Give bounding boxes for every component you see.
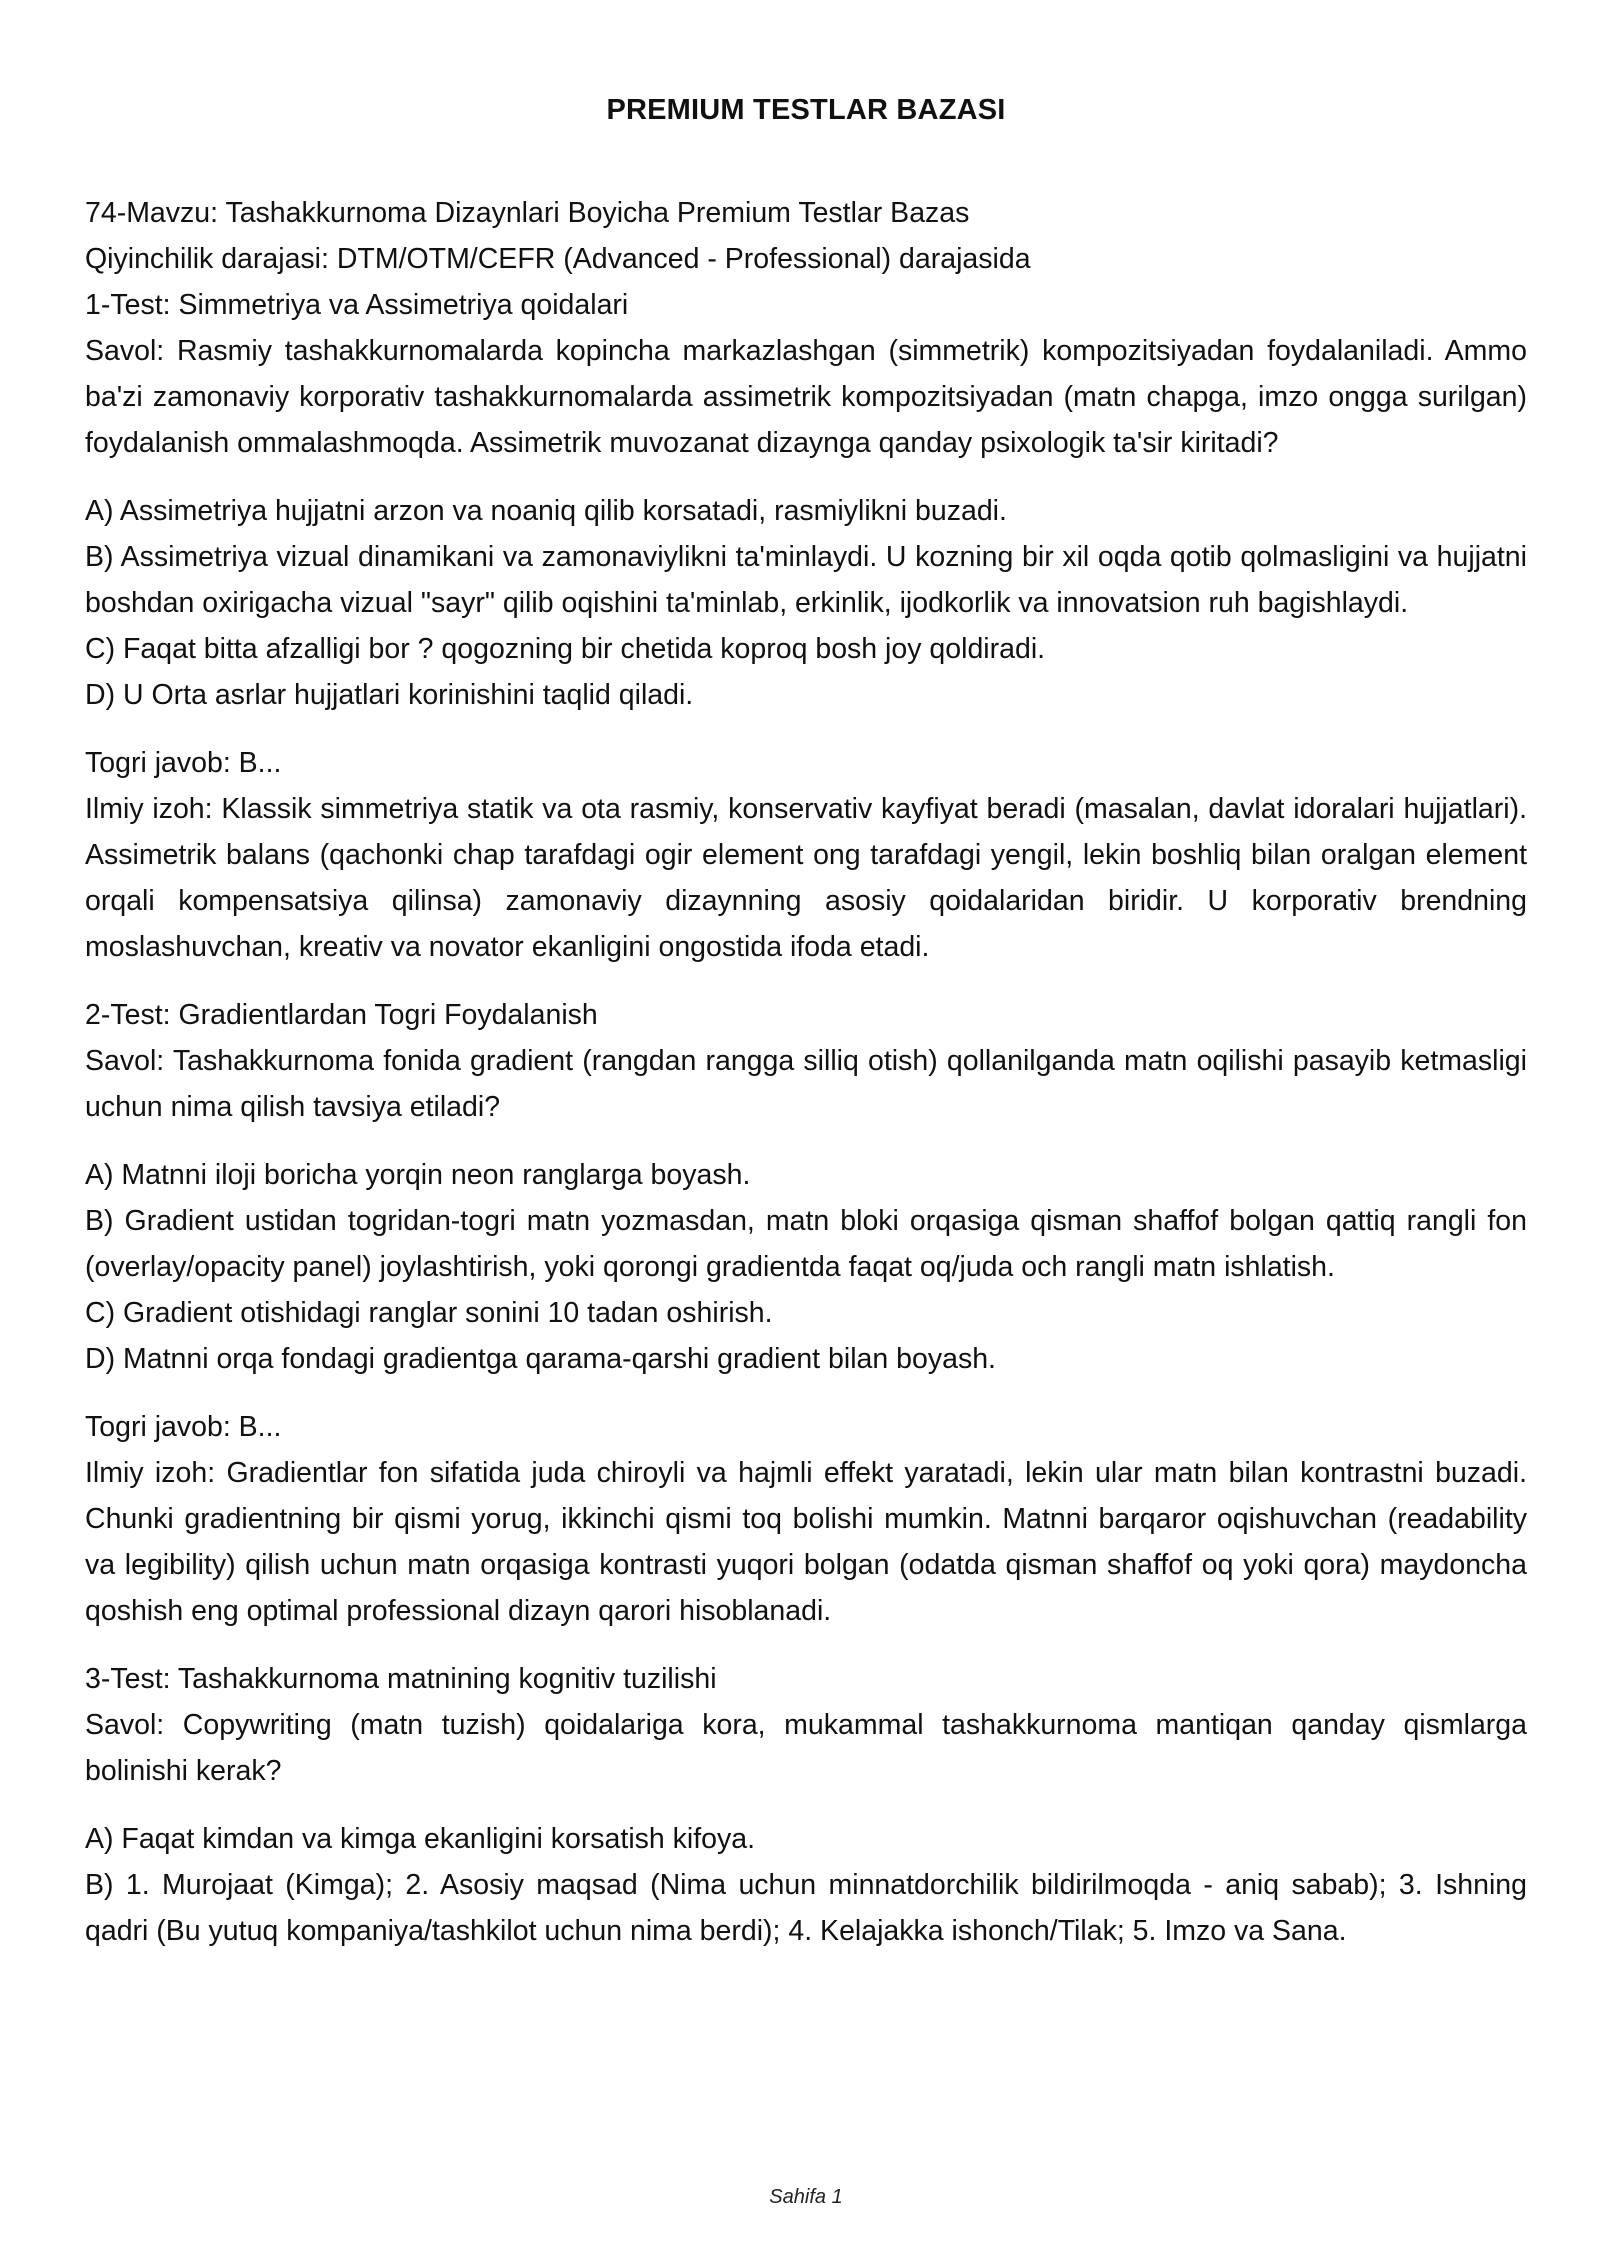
test-1-answer xyxy=(85,740,1527,970)
test-question: Savol: Copywriting (matn tuzish) qoidalariga kora, mukammal tashakkurnoma mantiqan qanday qismlarga bolinishi kerak? xyxy=(85,1709,1527,1787)
page-number: Sahifa 1 xyxy=(769,2186,843,2208)
option-b: B) 1. Murojaat (Kimga); 2. Asosiy maqsad (Nima uchun minnatdorchilik bildirilmoqda - aniq sabab); 3. Ishning qadri (Bu yutuq kompaniya/tashkilot uchun nima berdi); 4. Kelajakka ishonch/Tilak; 5. Imzo va Sana. xyxy=(85,1869,1527,1947)
option-b: B) Gradient ustidan togridan-togri matn yozmasdan, matn bloki orqasiga qisman shaffof bolgan qattiq rangli fon (overlay/opacity panel) joylashtirish, yoki qorongi gradientda faqat oq/juda och rangli matn ishlatish. xyxy=(85,1205,1527,1283)
option-c: C) Gradient otishidagi ranglar sonini 10 tadan oshirish. xyxy=(85,1297,773,1329)
difficulty-line: Qiyinchilik darajasi: DTM/OTM/CEFR (Advanced - Professional) darajasida xyxy=(85,243,1031,275)
test-heading: 2-Test: Gradientlardan Togri Foydalanish xyxy=(85,999,598,1031)
test-2-options xyxy=(85,1152,1527,1382)
option-d: D) Matnni orqa fondagi gradientga qarama-qarshi gradient bilan boyash. xyxy=(85,1343,996,1375)
test-1 xyxy=(85,282,1527,466)
test-heading: 3-Test: Tashakkurnoma matnining kognitiv tuzilishi xyxy=(85,1663,717,1695)
option-a: A) Assimetriya hujjatni arzon va noaniq qilib korsatadi, rasmiylikni buzadi. xyxy=(85,495,1007,527)
test-question: Savol: Rasmiy tashakkurnomalarda kopincha markazlashgan (simmetrik) kompozitsiyadan foydalaniladi. Ammo ba'zi zamonaviy korporativ tashakkurnomalarda assimetrik kompozitsiyadan (matn chapga, imzo ongga surilgan) foydalanish ommalashmoqda. Assimetrik muvozanat dizaynga qanday psixologik ta'sir kiritadi? xyxy=(85,335,1527,459)
topic-line: 74-Mavzu: Tashakkurnoma Dizaynlari Boyicha Premium Testlar Bazas xyxy=(85,197,970,229)
correct-answer: Togri javob: B... xyxy=(85,747,282,779)
document-body xyxy=(85,190,1527,1976)
test-3 xyxy=(85,1656,1527,1794)
option-a: A) Matnni iloji boricha yorqin neon ranglarga boyash. xyxy=(85,1159,751,1191)
test-2 xyxy=(85,992,1527,1130)
option-b: B) Assimetriya vizual dinamikani va zamonaviylikni ta'minlaydi. U kozning bir xil oqda qotib qolmasligini va hujjatni boshdan oxirigacha vizual "sayr" qilib oqishini ta'minlab, erkinlik, ijodkorlik va innovatsion ruh bagishlaydi. xyxy=(85,541,1527,619)
option-d: D) U Orta asrlar hujjatlari korinishini taqlid qiladi. xyxy=(85,679,694,711)
test-1-options xyxy=(85,488,1527,718)
explanation: Ilmiy izoh: Klassik simmetriya statik va ota rasmiy, konservativ kayfiyat beradi (masalan, davlat idoralari hujjatlari). Assimetrik balans (qachonki chap tarafdagi ogir element ong tarafdagi yengil, lekin boshliq bilan oralgan element orqali kompensatsiya qilinsa) zamonaviy dizaynning asosiy qoidalaridan biridir. U korporativ brendning moslashuvchan, kreativ va novator ekanligini ongostida ifoda etadi. xyxy=(85,793,1527,963)
document-page xyxy=(85,0,1527,2262)
test-2-answer xyxy=(85,1404,1527,1634)
document-title: PREMIUM TESTLAR BAZASI xyxy=(606,94,1006,126)
test-3-options xyxy=(85,1816,1527,1954)
correct-answer: Togri javob: B... xyxy=(85,1411,282,1443)
test-question: Savol: Tashakkurnoma fonida gradient (rangdan rangga silliq otish) qollanilganda matn oqilishi pasayib ketmasligi uchun nima qilish tavsiya etiladi? xyxy=(85,1045,1527,1123)
test-heading: 1-Test: Simmetriya va Assimetriya qoidalari xyxy=(85,289,629,321)
option-c: C) Faqat bitta afzalligi bor ? qogozning bir chetida koproq bosh joy qoldiradi. xyxy=(85,633,1046,665)
explanation: Ilmiy izoh: Gradientlar fon sifatida juda chiroyli va hajmli effekt yaratadi, lekin ular matn bilan kontrastni buzadi. Chunki gradientning bir qismi yorug, ikkinchi qismi toq bolishi mumkin. Matnni barqaror oqishuvchan (readability va legibility) qilish uchun matn orqasiga kontrasti yuqori bolgan (odatda qisman shaffof oq yoki qora) maydoncha qoshish eng optimal professional dizayn qarori hisoblanadi. xyxy=(85,1457,1527,1627)
option-a: A) Faqat kimdan va kimga ekanligini korsatish kifoya. xyxy=(85,1823,756,1855)
